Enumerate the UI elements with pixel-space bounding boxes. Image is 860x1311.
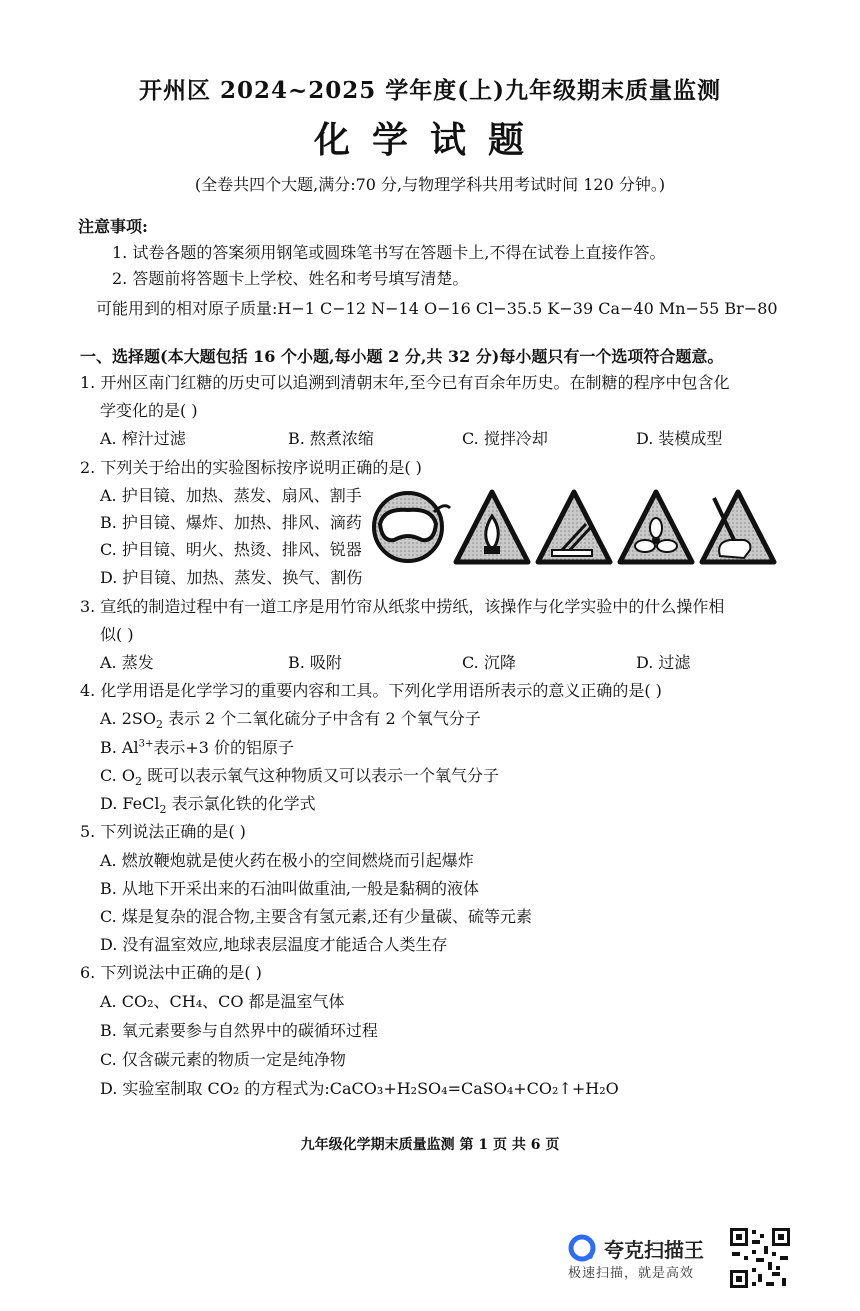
- q3-option-d: D. 过滤: [636, 653, 691, 672]
- qr-code-icon: [728, 1226, 792, 1290]
- q4-option-a: A. $2SO_2$ 表示 2 个二氧化硫分子中含有 2 个氧气分子: [100, 709, 481, 732]
- section1-heading: 一、选择题(本大题包括 16 个小题,每小题 2 分,共 32 分)每小题只有一个选项符合题意。: [80, 347, 724, 366]
- q5-option-d: D. 没有温室效应,地球表层温度才能适合人类生存: [100, 935, 448, 954]
- q1-option-a: A. 榨汁过滤: [100, 429, 186, 448]
- q2-option-c: C. 护目镜、明火、热烫、排风、锐器: [100, 540, 362, 559]
- q6-option-a: A. CO₂、CH₄、CO 都是温室气体: [100, 992, 345, 1011]
- q5-option-c: C. 煤是复杂的混合物,主要含有氢元素,还有少量碳、硫等元素: [100, 907, 533, 926]
- q1-option-c: C. 搅拌冷却: [462, 429, 548, 448]
- q6-option-b: B. 氧元素要参与自然界中的碳循环过程: [100, 1021, 378, 1040]
- hot-surface-icon: [538, 492, 610, 562]
- notes-heading: 注意事项:: [78, 217, 148, 236]
- q3-option-c: C. 沉降: [462, 653, 516, 672]
- scanner-brand-name: 夸克扫描王: [604, 1238, 704, 1262]
- page-footer: 九年级化学期末质量监测 第 1 页 共 6 页: [300, 1137, 560, 1153]
- q2-option-a: A. 护目镜、加热、蒸发、扇风、割手: [100, 486, 362, 505]
- q6-option-c: C. 仅含碳元素的物质一定是纯净物: [100, 1050, 346, 1069]
- exhaust-fan-icon: [620, 492, 692, 562]
- q3-stem-1: 3. 宣纸的制造过程中有一道工序是用竹帘从纸浆中捞纸，该操作与化学实验中的什么操作相: [80, 597, 725, 616]
- scanner-slogan: 极速扫描，就是高效: [568, 1266, 695, 1281]
- subject-title: 化学试题: [313, 119, 546, 161]
- q6-option-d: D. 实验室制取 CO₂ 的方程式为:CaCO₃+H₂SO₄=CaSO₄+CO₂↑+H₂O: [100, 1079, 619, 1098]
- scanner-logo-icon: [568, 1234, 596, 1262]
- q5-option-a: A. 燃放鞭炮就是使火药在极小的空间燃烧而引起爆炸: [100, 851, 474, 870]
- q3-option-a: A. 蒸发: [100, 653, 154, 672]
- sharp-object-icon: [702, 492, 774, 562]
- q5-option-b: B. 从地下开采出来的石油叫做重油,一般是黏稠的液体: [100, 879, 480, 898]
- note-item-2: 2. 答题前将答题卡上学校、姓名和考号填写清楚。: [112, 269, 469, 288]
- q3-stem-2: 似( ): [100, 625, 134, 644]
- atomic-masses: 可能用到的相对原子质量:H−1 C−12 N−14 O−16 Cl−35.5 K−39 Ca−40 Mn−55 Br−80: [96, 299, 778, 318]
- q4-stem: 4. 化学用语是化学学习的重要内容和工具。下列化学用语所表示的意义正确的是( ): [80, 681, 662, 700]
- goggles-icon: [374, 493, 450, 561]
- note-item-1: 1. 试卷各题的答案须用钢笔或圆珠笔书写在答题卡上,不得在试卷上直接作答。: [112, 243, 666, 262]
- q3-option-b: B. 吸附: [288, 653, 342, 672]
- heating-flame-icon: [456, 492, 528, 562]
- exam-info: (全卷共四个大题,满分:70 分,与物理学科共用考试时间 120 分钟。): [194, 175, 666, 194]
- q4-option-d: D. FeCl$_2$ 表示氯化铁的化学式: [100, 794, 316, 817]
- q5-stem: 5. 下列说法正确的是( ): [80, 822, 246, 841]
- q1-option-b: B. 熬煮浓缩: [288, 429, 374, 448]
- q2-option-d: D. 护目镜、加热、蒸发、换气、割伤: [100, 568, 363, 587]
- q4-option-b: B. $Al^{3+}$表示+3 价的铝原子: [100, 738, 295, 757]
- scanner-watermark: [566, 1232, 726, 1284]
- q4-option-c: C. $O_2$ 既可以表示氧气这种物质又可以表示一个氧气分子: [100, 766, 500, 789]
- q2-option-b: B. 护目镜、爆炸、加热、排风、滴药: [100, 513, 362, 532]
- q6-stem: 6. 下列说法中正确的是( ): [80, 963, 262, 982]
- q2-stem: 2. 下列关于给出的实验图标按序说明正确的是( ): [80, 458, 422, 477]
- q1-stem-2: 学变化的是( ): [100, 401, 198, 420]
- q1-option-d: D. 装模成型: [636, 429, 723, 448]
- q1-stem-1: 1. 开州区南门红糖的历史可以追溯到清朝末年,至今已有百余年历史。在制糖的程序中包含化: [80, 373, 730, 392]
- exam-title: 开州区 2024~2025 学年度(上)九年级期末质量监测: [138, 77, 722, 104]
- lab-safety-icons: [368, 486, 788, 568]
